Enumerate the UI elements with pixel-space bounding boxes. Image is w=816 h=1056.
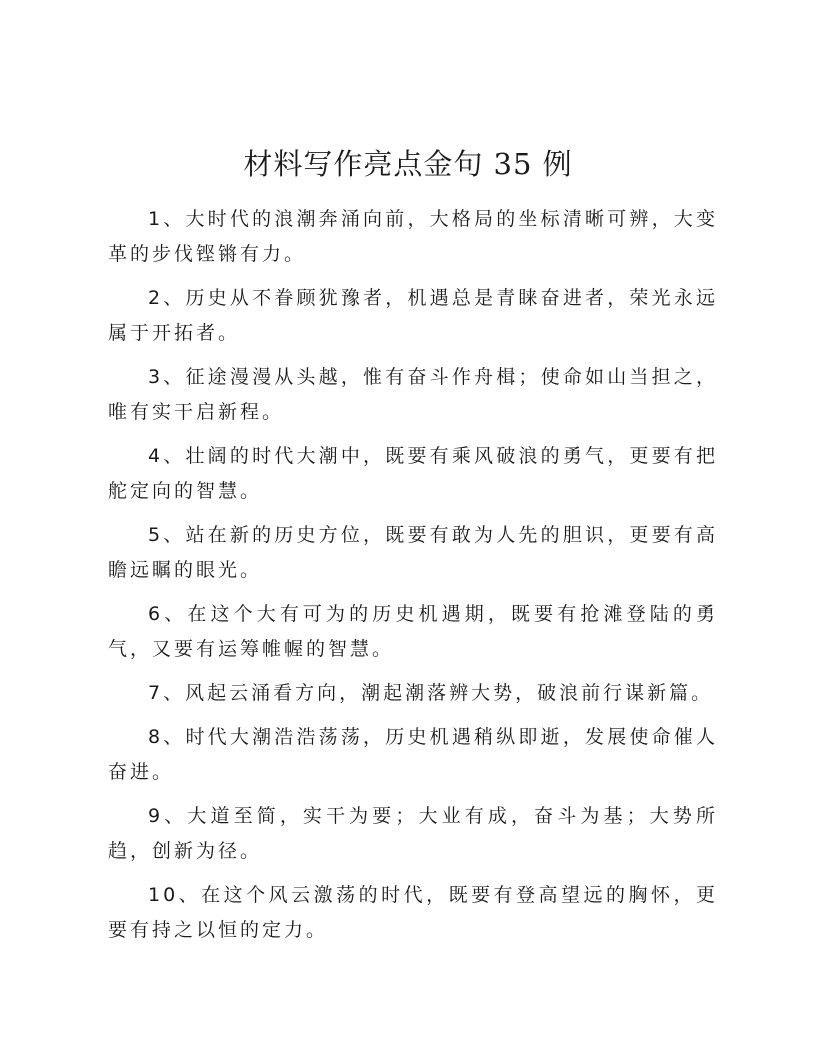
paragraph-6: 6、在这个大有可为的历史机遇期，既要有抢滩登陆的勇气，又要有运筹帷幄的智慧。 xyxy=(108,603,718,660)
document-body xyxy=(108,202,718,957)
paragraph-10: 10、在这个风云激荡的时代，既要有登高望远的胸怀，更要有持之以恒的定力。 xyxy=(108,884,718,941)
paragraph-2: 2、历史从不眷顾犹豫者，机遇总是青睐奋进者，荣光永远属于开拓者。 xyxy=(108,287,718,344)
paragraph-8: 8、时代大潮浩浩荡荡，历史机遇稍纵即逝，发展使命催人奋进。 xyxy=(108,726,718,783)
paragraph-3: 3、征途漫漫从头越，惟有奋斗作舟楫；使命如山当担之，唯有实干启新程。 xyxy=(108,366,718,423)
paragraph-4: 4、壮阔的时代大潮中，既要有乘风破浪的勇气，更要有把舵定向的智慧。 xyxy=(108,445,718,502)
document-title: 材料写作亮点金句 35 例 xyxy=(243,147,573,181)
paragraph-5: 5、站在新的历史方位，既要有敢为人先的胆识，更要有高瞻远瞩的眼光。 xyxy=(108,524,718,581)
paragraph-1: 1、大时代的浪潮奔涌向前，大格局的坐标清晰可辨，大变革的步伐铿锵有力。 xyxy=(108,208,718,265)
paragraph-9: 9、大道至简，实干为要；大业有成，奋斗为基；大势所趋，创新为径。 xyxy=(108,805,718,862)
paragraph-7: 7、风起云涌看方向，潮起潮落辨大势，破浪前行谋新篇。 xyxy=(148,682,714,704)
